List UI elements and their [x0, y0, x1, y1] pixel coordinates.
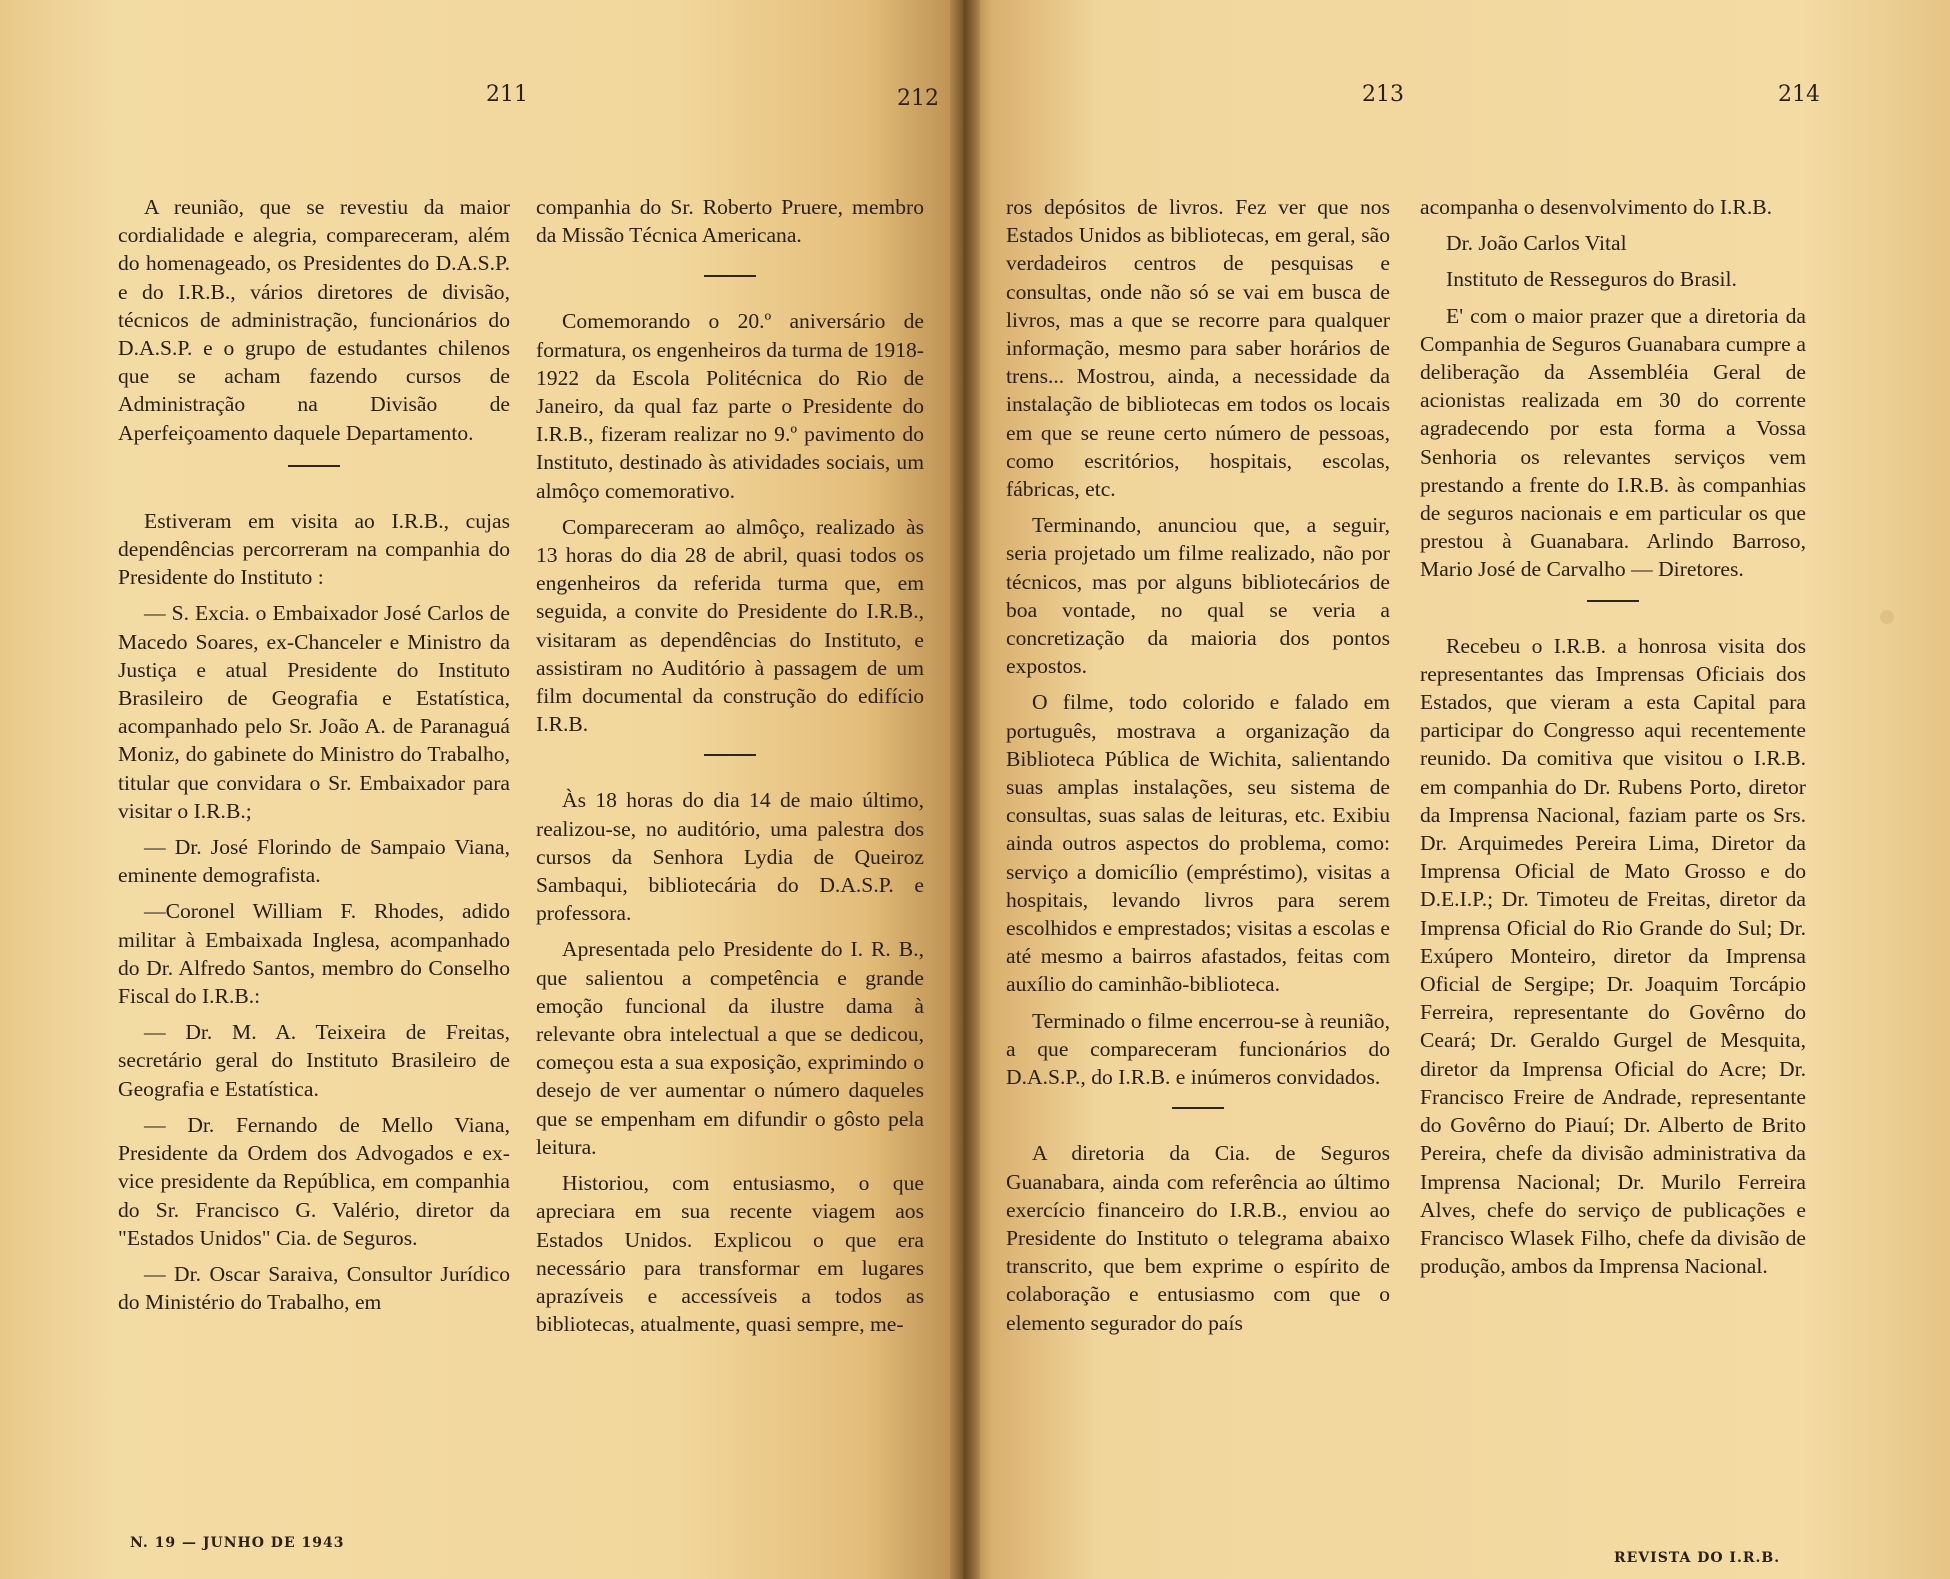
paragraph: A reunião, que se revestiu da maior cordialidade e alegria, compareceram, além do homenageado, os Presidentes do D.A.S.P. e do I.R.B., vários diretores de divisão, técnicos de administração, funcionários do D.A.S.P. e o grupo de estudantes chilenos que se acham fazendo cursos de Administração na Divisão de Aperfeiçoamento daquele Departamento.	[118, 195, 510, 445]
paragraph: Terminado o filme encerrou-se à reunião, a que compareceram funcionários do D.A.S.P., do I.R.B. e inúmeros convidados.	[1006, 1008, 1390, 1090]
paragraph: Comemorando o 20.º aniversário de formatura, os engenheiros da turma de 1918-1922 da Escola Politécnica do Rio de Janeiro, da qual faz parte o Presidente do I.R.B., fizeram realizar no 9.º pavimento do Instituto, destinado às atividades sociais, um almôço comemorativo.	[536, 309, 924, 503]
paragraph: ros depósitos de livros. Fez ver que nos Estados Unidos as bibliotecas, em geral, são verdadeiros centros de pesquisas e consultas, onde não só se vai em busca de livros, mas a que se recorre para qualquer informação, mesmo para saber horários de trens... Mostrou, ainda, a necessidade da instalação de bibliotecas em todos os locais em que se reune certo número de pessoas, como escritórios, hospitais, escolas, fábricas, etc.	[1006, 195, 1390, 502]
section-divider	[288, 465, 340, 467]
paragraph: Terminando, anunciou que, a seguir, seria projetado um filme realizado, não por técnicos, mas por alguns bibliotecários de boa vontade, no qual se veria a concretização da maioria dos pontos expostos.	[1006, 513, 1390, 679]
visitor-item: — Dr. Oscar Saraiva, Consultor Jurídico do Ministério do Trabalho, em	[118, 1261, 510, 1315]
page-number-214: 214	[1778, 82, 1820, 107]
section-divider	[704, 754, 756, 756]
page-number-213: 213	[1362, 82, 1404, 107]
telegram-text: E' com o maior prazer que a diretoria da Companhia de Seguros Guanabara cumpre a deliberação da Assembléia Geral de acionistas realizada em 30 do corrente agradecendo por esta forma a Vossa Senhoria os relevantes serviços vem prestando a frente do I.R.B. às companhias de seguros nacionais e em particular os que prestou à Guanabara. Arlindo Barroso, Mario José de Carvalho — Diretores.	[1420, 303, 1806, 582]
paper-spot	[1880, 610, 1894, 624]
telegram-addressee-org: Instituto de Resseguros do Brasil.	[1446, 267, 1737, 292]
column-page-213	[1006, 193, 1390, 1345]
visitor-item: — S. Excia. o Embaixador José Carlos de Macedo Soares, ex-Chanceler e Ministro da Justiça e atual Presidente do Instituto Brasileiro de Geografia e Estatística, acompanhado pelo Sr. João A. de Paranaguá Moniz, do gabinete do Ministro do Trabalho, titular que convidara o Sr. Embaixador para visitar o I.R.B.;	[118, 601, 510, 823]
paragraph: Compareceram ao almôço, realizado às 13 horas do dia 28 de abril, quasi todos os engenheiros da referida turma que, em seguida, a convite do Presidente do I.R.B., visitaram as dependências do Instituto, e assistiram no Auditório à passagem de um film documental da construção do edifício I.R.B.	[536, 514, 924, 737]
visitor-item: —Coronel William F. Rhodes, adido militar à Embaixada Inglesa, acompanhado do Dr. Alfredo Santos, membro do Conselho Fiscal do I.R.B.:	[118, 899, 510, 1009]
page-number-212: 212	[897, 86, 939, 111]
paragraph: companhia do Sr. Roberto Pruere, membro da Missão Técnica Americana.	[536, 195, 924, 248]
paragraph: Estiveram em visita ao I.R.B., cujas dependências percorreram na companhia do Presidente do Instituto :	[118, 508, 510, 590]
telegram-addressee: Dr. João Carlos Vital	[1446, 231, 1627, 256]
column-page-211	[118, 193, 510, 1324]
section-divider	[1587, 600, 1639, 602]
visitor-item: — Dr. M. A. Teixeira de Freitas, secretário geral do Instituto Brasileiro de Geografia e Estatística.	[118, 1020, 510, 1101]
section-divider	[704, 275, 756, 277]
page-number-211: 211	[486, 82, 528, 107]
section-divider	[1172, 1107, 1224, 1109]
column-page-214	[1420, 193, 1806, 1288]
visitor-item: — Dr. José Florindo de Sampaio Viana, eminente demografista.	[118, 835, 510, 888]
paragraph: Recebeu o I.R.B. a honrosa visita dos representantes das Imprensas Oficiais dos Estados, que vieram a esta Capital para participar do Congresso aqui recentemente reunido. Da comitiva que visitou o I.R.B. em companhia do Dr. Rubens Porto, diretor da Imprensa Nacional, faziam parte os Srs. Dr. Arquimedes Pereira Lima, Diretor da Imprensa Oficial de Mato Grosso e do D.E.I.P.; Dr. Timoteu de Freitas, diretor da Imprensa Oficial do Rio Grande do Sul; Dr. Exúpero Monteiro, diretor da Imprensa Oficial de Sergipe; Dr. Joaquim Torcápio Ferreira, representante do Govêrno do Ceará; Dr. Geraldo Gurgel de Mesquita, diretor da Imprensa Oficial do Acre; Dr. Francisco Freire de Andrade, representante do Govêrno do Piauí; Dr. Alberto de Brito Pereira, chefe da divisão administrativa da Imprensa Nacional; Dr. Murilo Ferreira Alves, chefe do serviço de publicações e Francisco Wlasek Filho, chefe da divisão de produção, ambos da Imprensa Nacional.	[1420, 633, 1806, 1279]
book-gutter	[950, 0, 980, 1579]
paragraph: Às 18 horas do dia 14 de maio último, realizou-se, no auditório, uma palestra dos cursos da Senhora Lydia de Queiroz Sambaqui, bibliotecária do D.A.S.P. e professora.	[536, 788, 924, 926]
paragraph: Historiou, com entusiasmo, o que apreciara em sua recente viagem aos Estados Unidos. Explicou o que era necessário para transformar em lugares aprazíveis e accessíveis a todos as bibliotecas, atualmente, quasi sempre, me-	[536, 1171, 924, 1337]
footer-issue: N. 19 — JUNHO DE 1943	[130, 1535, 345, 1551]
paragraph: A diretoria da Cia. de Seguros Guanabara, ainda com referência ao último exercício financeiro do I.R.B., enviou ao Presidente do Instituto o telegrama abaixo transcrito, que bem exprime o espírito de colaboração e entusiasmo com que o elemento segurador do país	[1006, 1141, 1390, 1335]
column-page-212	[536, 193, 924, 1346]
footer-journal: REVISTA DO I.R.B.	[1614, 1550, 1781, 1566]
paragraph: Apresentada pelo Presidente do I. R. B., que salientou a competência e grande emoção funcional da ilustre dama à relevante obra intelectual a que se dedicou, começou esta a sua exposição, exprimindo o desejo de ver aumentar o número daqueles que se empenham em difundir o gôsto pela leitura.	[536, 937, 924, 1159]
paragraph: O filme, todo colorido e falado em português, mostrava a organização da Biblioteca Pública de Wichita, salientando suas amplas instalações, seu sistema de consultas, suas salas de leituras, etc. Exibiu ainda outros aspectos do problema, como: serviço a domicílio (empréstimo), visitas a hospitais, levando livros para serem escolhidos e emprestados; visitas a escolas e até mesmo a bairros afastados, feitas com auxílio do caminhão-biblioteca.	[1006, 690, 1390, 997]
visitor-item: — Dr. Fernando de Mello Viana, Presidente da Ordem dos Advogados e ex-vice presidente da República, em companhia do Sr. Francisco G. Valério, diretor da "Estados Unidos" Cia. de Seguros.	[118, 1112, 510, 1250]
paragraph: acompanha o desenvolvimento do I.R.B.	[1420, 195, 1773, 219]
